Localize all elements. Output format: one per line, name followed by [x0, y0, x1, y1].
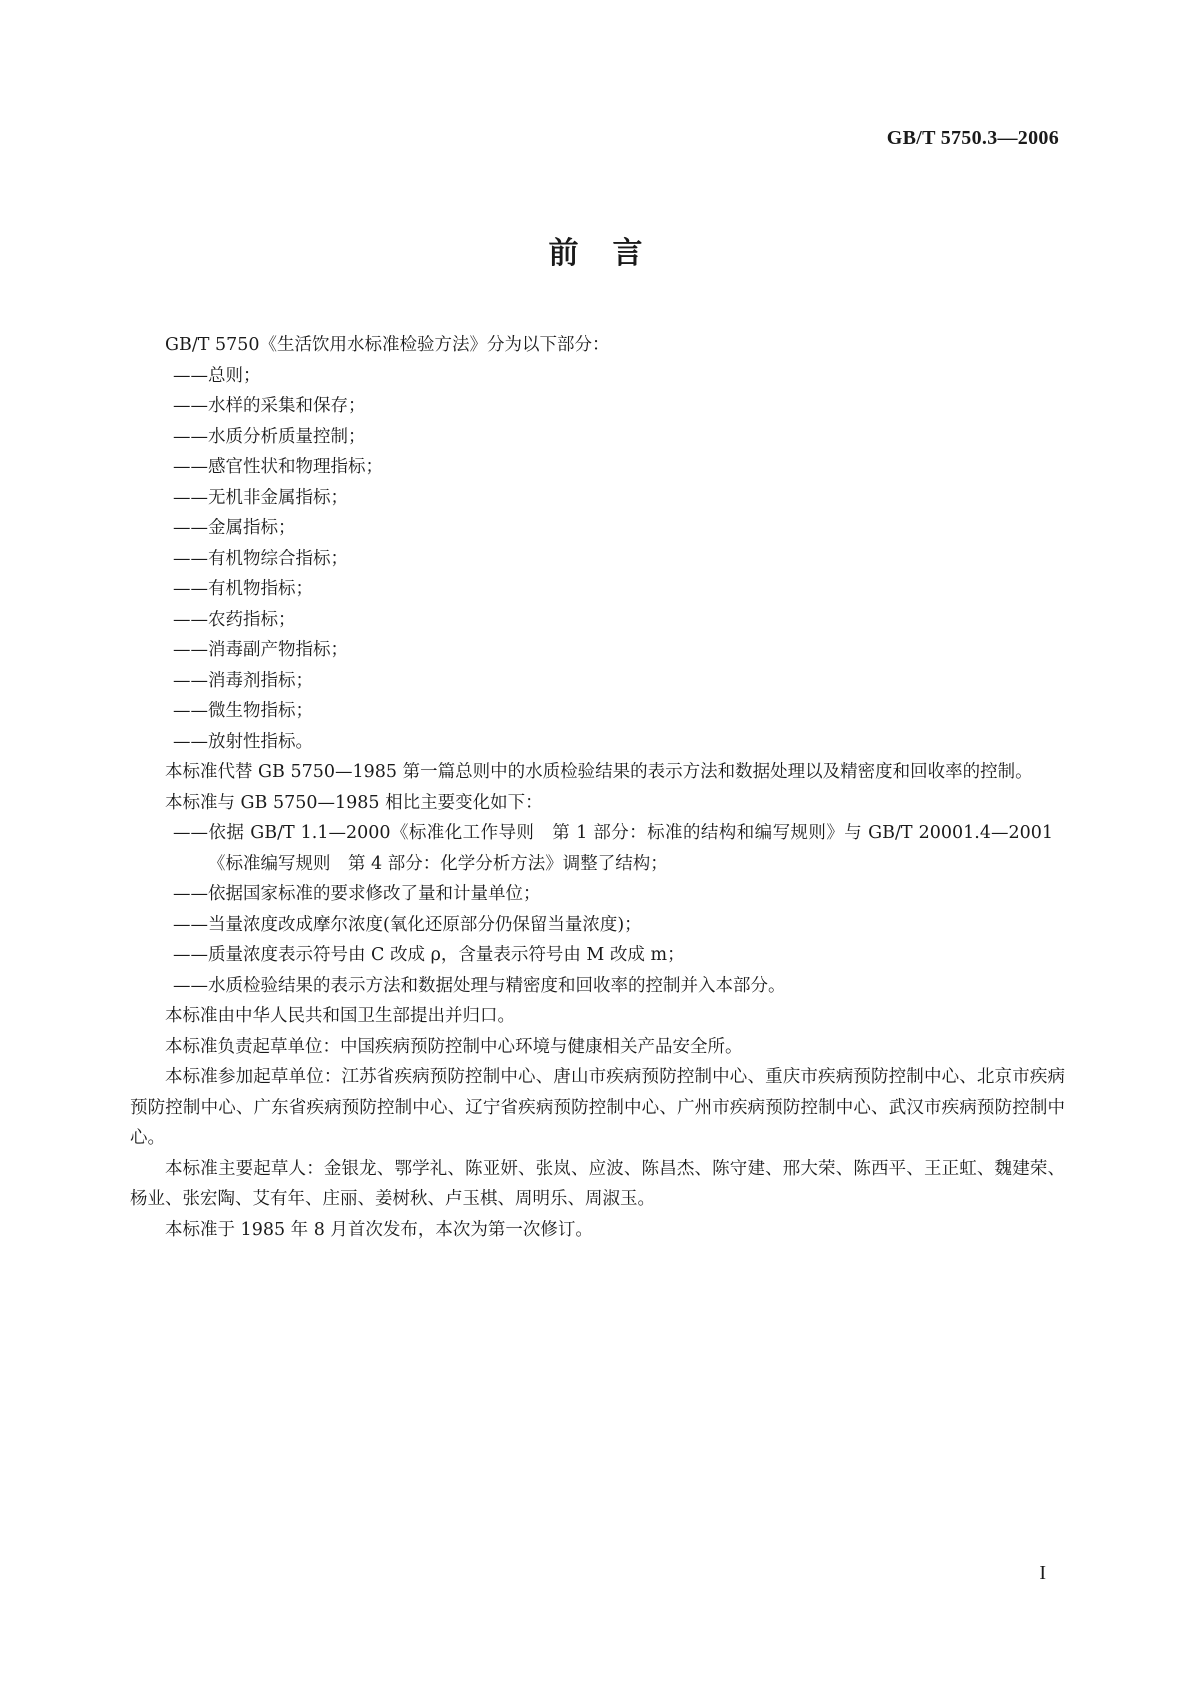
changes-intro: 本标准与 GB 5750—1985 相比主要变化如下：	[165, 792, 543, 813]
change-item: ——当量浓度改成摩尔浓度(氧化还原部分仍保留当量浓度)；	[173, 914, 642, 935]
part-item: ——总则；	[173, 365, 261, 386]
change-item: ——质量浓度表示符号由 C 改成 ρ，含量表示符号由 M 改成 m；	[173, 945, 685, 965]
change-item: ——水质检验结果的表示方法和数据处理与精密度和回收率的控制并入本部分。	[173, 975, 786, 996]
drafters: 本标准主要起草人：金银龙、鄂学礼、陈亚妍、张岚、应波、陈昌杰、陈守建、邢大荣、陈西平、王正虹、魏建荣、杨业、张宏陶、艾有年、庄丽、姜树秋、卢玉棋、周明乐、周淑玉。	[130, 1158, 1065, 1209]
part-item: ——无机非金属指标；	[173, 487, 348, 508]
part-item: ——消毒剂指标；	[173, 670, 313, 691]
parts-intro: GB/T 5750《生活饮用水标准检验方法》分为以下部分：	[165, 335, 610, 355]
part-item: ——水样的采集和保存；	[173, 396, 366, 416]
change-item: ——依据 GB/T 1.1—2000《标准化工作导则 第 1 部分：标准的结构和编写规则》与 GB/T 20001.4—2001《标准编写规则 第 4 部分：化学分析方法》调整了结构；	[173, 823, 1053, 874]
part-item: ——感官性状和物理指标；	[173, 457, 383, 477]
part-item: ——有机物综合指标；	[173, 548, 348, 569]
part-item: ——水质分析质量控制；	[173, 426, 366, 447]
proposed-by: 本标准由中华人民共和国卫生部提出并归口。	[165, 1006, 515, 1026]
drafting-unit: 本标准负责起草单位：中国疾病预防控制中心环境与健康相关产品安全所。	[165, 1036, 743, 1057]
page-title: 前言	[548, 236, 677, 271]
page-number: I	[1039, 1562, 1046, 1584]
part-item: ——农药指标；	[173, 609, 296, 630]
part-item: ——放射性指标。	[173, 731, 313, 752]
part-item: ——微生物指标；	[173, 701, 313, 721]
part-item: ——消毒副产物指标；	[173, 640, 348, 660]
document-body	[130, 330, 1065, 1245]
part-item: ——金属指标；	[173, 518, 296, 538]
change-item: ——依据国家标准的要求修改了量和计量单位；	[173, 884, 541, 904]
part-item: ——有机物指标；	[173, 579, 313, 599]
publication-history: 本标准于 1985 年 8 月首次发布，本次为第一次修订。	[165, 1219, 593, 1240]
replace-statement: 本标准代替 GB 5750—1985 第一篇总则中的水质检验结果的表示方法和数据处理以及精密度和回收率的控制。	[165, 762, 1033, 782]
participating-units: 本标准参加起草单位：江苏省疾病预防控制中心、唐山市疾病预防控制中心、重庆市疾病预防控制中心、北京市疾病预防控制中心、广东省疾病预防控制中心、辽宁省疾病预防控制中心、广州市疾病预防控制中心、武汉市疾病预防控制中心。	[130, 1067, 1065, 1148]
standard-number: GB/T 5750.3—2006	[886, 127, 1059, 149]
